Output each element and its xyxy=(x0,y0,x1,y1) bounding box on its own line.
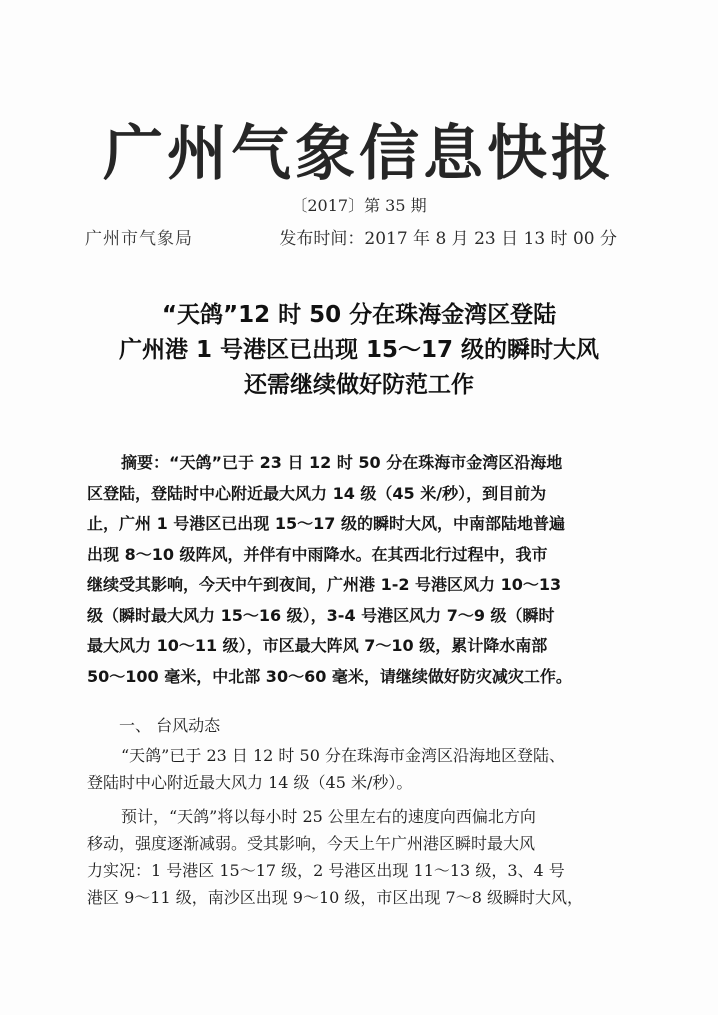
summary-line: 级（瞬时最大风力 15～16 级），3-4 号港区风力 7～9 级（瞬时 xyxy=(87,605,555,625)
body-line: 登陆时中心附近最大风力 14 级（45 米/秒）。 xyxy=(87,773,413,792)
issue-info-line xyxy=(85,224,617,249)
summary-line: 最大风力 10～11 级），市区最大阵风 7～10 级，累计降水南部 xyxy=(87,636,548,655)
section-heading: 一、 台风动态 xyxy=(119,716,221,735)
headline-line: “天鸽”12 时 50 分在珠海金湾区登陆 xyxy=(161,302,557,328)
body-line: 移动，强度逐渐减弱。受其影响，今天上午广州港区瞬时最大风 xyxy=(87,834,536,853)
body-line: 力实况：1 号港区 15～17 级，2 号港区出现 11～13 级，3、4 号 xyxy=(87,861,565,880)
summary-line: 区登陆，登陆时中心附近最大风力 14 级（45 米/秒），到目前为 xyxy=(87,483,547,503)
summary-paragraph xyxy=(87,448,627,692)
headline-line: 广州港 1 号港区已出现 15～17 级的瞬时大风 xyxy=(118,337,600,363)
issuing-organization: 广州市气象局 xyxy=(85,229,193,249)
summary-line: 摘要：“天鸽”已于 23 日 12 时 50 分在珠海市金湾区沿海地 xyxy=(121,453,563,472)
headline-line: 还需继续做好防范工作 xyxy=(244,372,474,398)
masthead-title: 广州气象信息快报 xyxy=(103,119,615,189)
headline xyxy=(0,298,718,403)
summary-line: 继续受其影响，今天中午到夜间，广州港 1-2 号港区风力 10～13 xyxy=(87,575,562,594)
body-line: 港区 9～11 级，南沙区出现 9～10 级，市区出现 7～8 级瞬时大风， xyxy=(87,888,583,907)
body-line: “天鸽”已于 23 日 12 时 50 分在珠海市金湾区沿海地区登陆、 xyxy=(121,746,565,765)
body-line: 预计，“天鸽”将以每小时 25 公里左右的速度向西偏北方向 xyxy=(121,807,536,826)
summary-line: 出现 8～10 级阵风，并伴有中雨降水。在其西北行过程中，我市 xyxy=(87,544,548,564)
publish-time: 发布时间：2017 年 8 月 23 日 13 时 00 分 xyxy=(279,229,617,249)
summary-line: 止，广州 1 号港区已出现 15～17 级的瞬时大风，中南部陆地普遍 xyxy=(87,514,565,533)
issue-number: 〔2017〕第 35 期 xyxy=(291,196,427,215)
section-typhoon-status xyxy=(87,712,627,911)
summary-line: 50～100 毫米，中北部 30～60 毫米，请继续做好防灾减灾工作。 xyxy=(87,666,572,686)
